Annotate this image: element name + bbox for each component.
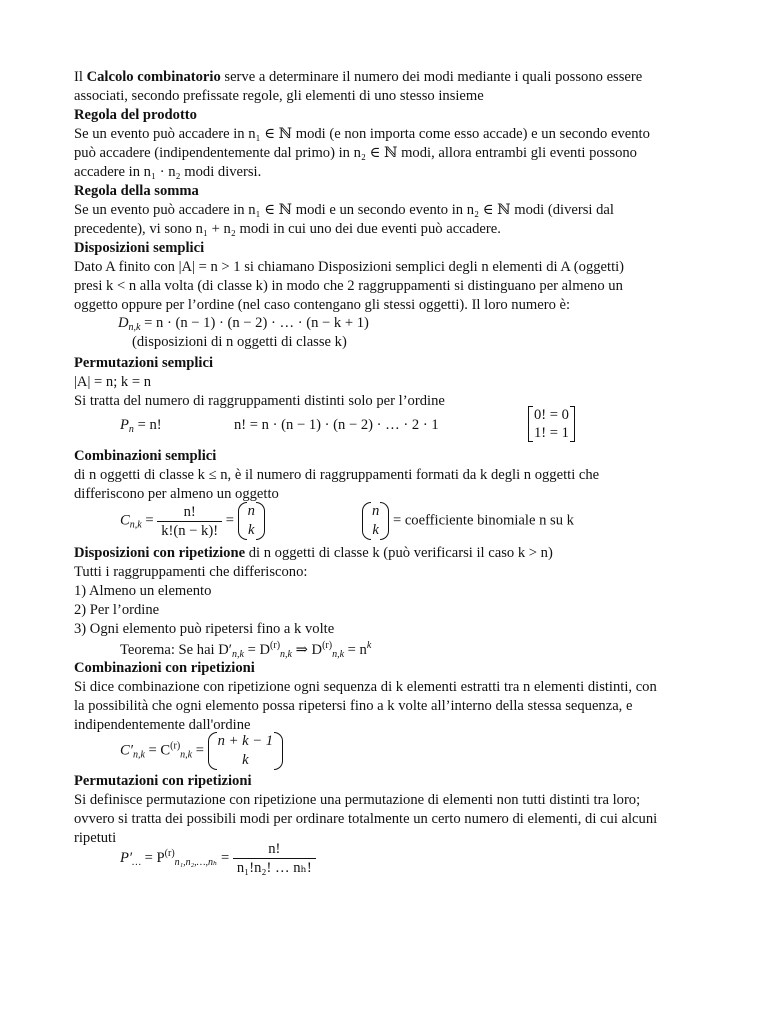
heading-disposizioni-ripetizione: Disposizioni con ripetizione di n oggetti di classe k (può verificarsi il caso k > n) bbox=[74, 545, 553, 561]
comb-rip-line-1: Si dice combinazione con ripetizione ogni sequenza di k elementi estratti tra n elementi distinti, con bbox=[74, 679, 657, 695]
permutazioni-line-2: Si tratta del numero di raggruppamenti distinti solo per l’ordine bbox=[74, 393, 445, 409]
disp-rip-item-3: 3) Ogni elemento può ripetersi fino a k volte bbox=[74, 621, 335, 637]
binomial: n k bbox=[362, 502, 389, 540]
factorial-bracket bbox=[528, 406, 575, 442]
fraction: $\frac{n!}{k!(n - k)!}$ bbox=[157, 503, 222, 540]
somma-line-2: precedente), vi sono n₁ + n₂ modi in cui uno dei due eventi può accadere. bbox=[74, 221, 501, 237]
teorema-formula: Teorema: Se hai $D'_{n,k} = D^{(r)}_{n,k}$ ⇒ $D^{(r)}_{n,k} = n^k$ bbox=[120, 640, 372, 660]
heading-permutazioni: Permutazioni semplici bbox=[74, 355, 214, 371]
somma-line-1: Se un evento può accadere in n₁ ∈ ℕ modi e un secondo evento in n₂ ∈ ℕ modi (diversi dal bbox=[74, 202, 614, 218]
bracket-row-2: 1! = 1 bbox=[534, 425, 569, 441]
comb-rip-line-3: indipendentemente dall'ordine bbox=[74, 717, 251, 733]
intro-text: serve a determinare il numero dei modi mediante i quali possono essere bbox=[220, 69, 643, 85]
formula-permutazioni-ripetizioni: $P'_\dots = P^{(r)}_{n_1,n_2,\dots,n_h}$ = $\frac{n!}{\text{n₁!n₂! … nₕ!}}$ bbox=[120, 840, 316, 877]
prodotto-line-1: Se un evento può accadere in n₁ ∈ ℕ modi (e non importa come esso accade) e un secondo evento bbox=[74, 126, 650, 142]
fraction: $\frac{n!}{\text{n₁!n₂! … nₕ!}}$ bbox=[233, 840, 316, 877]
disp-rip-line-1: Tutti i raggruppamenti che differiscono: bbox=[74, 564, 308, 580]
bracket bbox=[528, 406, 575, 442]
formula-combinazioni-ripetizioni: $C'_{n,k} = C^{(r)}_{n,k}$ = n + k − 1 k bbox=[120, 732, 283, 770]
binomial: n k bbox=[238, 502, 265, 540]
intro-line-2: associati, secondo prefissate regole, gli elementi di uno stesso insieme bbox=[74, 88, 484, 104]
perm-rip-line-3: ripetuti bbox=[74, 830, 117, 846]
heading-combinazioni-ripetizioni: Combinazioni con ripetizioni bbox=[74, 660, 255, 676]
disp-rip-item-1: 1) Almeno un elemento bbox=[74, 583, 212, 599]
permutazioni-line-1: |A| = n; k = n bbox=[74, 374, 152, 390]
combinazioni-line-2: differiscono per almeno un oggetto bbox=[74, 486, 279, 502]
disposizioni-note: (disposizioni di n oggetti di classe k) bbox=[132, 334, 347, 350]
bracket-row-1: 0! = 0 bbox=[534, 407, 569, 423]
perm-rip-line-1: Si definisce permutazione con ripetizione una permutazione di elementi non tutti distinti tra loro; bbox=[74, 792, 641, 808]
formula-permutazioni: $P_n = n$! bbox=[120, 417, 162, 435]
disposizioni-line-1: Dato A finito con |A| = n > 1 si chiamano Disposizioni semplici degli n elementi di A (oggetti) bbox=[74, 259, 625, 275]
binomial: n + k − 1 k bbox=[208, 732, 283, 770]
disp-rip-item-2: 2) Per l’ordine bbox=[74, 602, 160, 618]
heading-combinazioni: Combinazioni semplici bbox=[74, 448, 217, 464]
heading-prodotto: Regola del prodotto bbox=[74, 107, 197, 123]
formula-disposizioni: $D_{n,k} = n \cdot (n - 1) \cdot (n - 2)$ · … · (n − k + 1) bbox=[118, 315, 369, 333]
combinazioni-line-1: di n oggetti di classe k ≤ n, è il numero di raggruppamenti formati da k degli n oggetti che bbox=[74, 467, 600, 483]
heading-disposizioni: Disposizioni semplici bbox=[74, 240, 205, 256]
prodotto-line-2: può accadere (indipendentemente dal primo) in n₂ ∈ ℕ modi, allora entrambi gli eventi possono bbox=[74, 145, 637, 161]
intro-line-1 bbox=[74, 68, 642, 86]
formula-fattoriale: n! = n · (n − 1) · (n − 2) · … · 2 · 1 bbox=[234, 417, 439, 433]
perm-rip-line-2: ovvero si tratta dei possibili modi per ordinare totalmente un certo numero di elementi, di cui alcuni bbox=[74, 811, 658, 827]
comb-rip-line-2: la possibilità che ogni elemento possa ripetersi fino a k volte all’interno della stessa sequenza, e bbox=[74, 698, 633, 714]
intro-text: Il bbox=[74, 69, 87, 85]
formula-combinazioni: $C_{n,k}$ = $\frac{n!}{k!(n - k)!}$ = n k bbox=[120, 502, 265, 540]
intro-term: Calcolo combinatorio bbox=[86, 69, 221, 85]
prodotto-line-3: accadere in n₁ · n₂ modi diversi. bbox=[74, 164, 262, 180]
heading-permutazioni-ripetizioni: Permutazioni con ripetizioni bbox=[74, 773, 252, 789]
disposizioni-line-2: presi k < n alla volta (di classe k) in modo che 2 raggruppamenti si distinguano per almeno un bbox=[74, 278, 623, 294]
formula-binomiale: n k = coefficiente binomiale n su k bbox=[362, 502, 574, 540]
disposizioni-line-3: oggetto oppure per l’ordine (nel caso contengano gli stessi oggetti). Il loro numero è: bbox=[74, 297, 571, 313]
heading-somma: Regola della somma bbox=[74, 183, 199, 199]
